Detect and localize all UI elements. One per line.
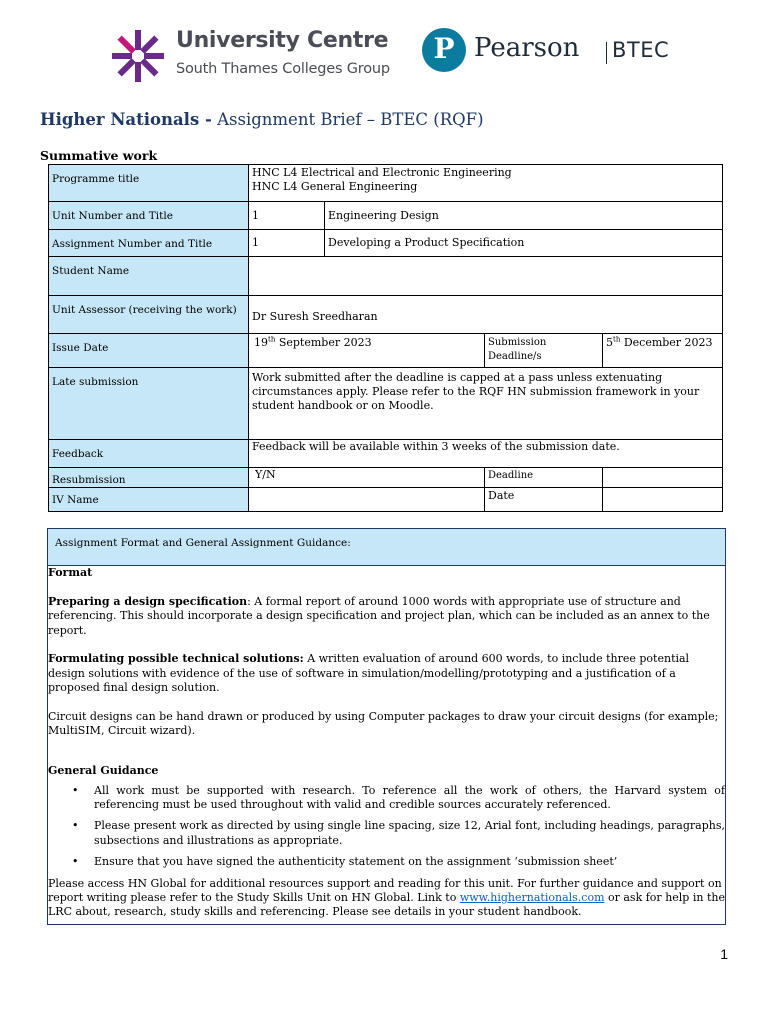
submission-deadline-value: 5th December 2023 (603, 334, 723, 368)
guidance-bullet-2: • Please present work as directed by using single line spacing, size 12, Arial font, including headings, paragraphs, subsections and illustrations as appropriate. (94, 819, 725, 848)
student-name-row (49, 257, 723, 296)
feedback-label: Feedback (49, 440, 249, 468)
issue-date-label: Issue Date (49, 334, 249, 368)
iv-date-label: Date (485, 488, 603, 512)
programme-line-1: HNC L4 Electrical and Electronic Engineering (252, 166, 512, 179)
general-guidance-heading: General Guidance (48, 764, 159, 778)
assessor-label: Unit Assessor (receiving the work) (49, 296, 249, 334)
guidance-bullet-list (48, 784, 725, 870)
guidance-header: Assignment Format and General Assignment Guidance: (48, 529, 726, 566)
logo-separator (606, 42, 607, 64)
late-submission-text: Work submitted after the deadline is capped at a pass unless extenuating circumstances apply. Please refer to the RQF HN submission framework in your student handbook or on Moodle. (249, 368, 723, 440)
iv-row (49, 488, 723, 512)
university-centre-star-icon (110, 28, 166, 84)
guidance-header-row (48, 529, 726, 566)
iv-name-field[interactable] (249, 488, 485, 512)
resubmission-deadline-field[interactable] (603, 468, 723, 488)
programme-title-label: Programme title (49, 165, 249, 202)
programme-row (49, 165, 723, 202)
late-submission-row (49, 368, 723, 440)
highernationals-link[interactable]: www.highernationals.com (459, 891, 605, 905)
university-centre-subtitle: South Thames Colleges Group (176, 61, 390, 77)
design-spec-paragraph: Preparing a design specification: A formal report of around 1000 words with appropriate use of structure and referencing. This should incorporate a design specification and project plan, which can be included as an annex to the report. (48, 594, 710, 637)
feedback-text: Feedback will be available within 3 weeks of the submission date. (249, 440, 723, 468)
guidance-table (47, 528, 726, 925)
format-heading: Format (48, 566, 93, 579)
pearson-btec-logo (422, 28, 670, 76)
assignment-title: Developing a Product Specification (325, 230, 723, 257)
title-rest: Assignment Brief – BTEC (RQF) (211, 110, 484, 129)
guidance-body (48, 566, 726, 925)
issue-date-row (49, 334, 723, 368)
assignment-row (49, 230, 723, 257)
unit-label: Unit Number and Title (49, 202, 249, 230)
programme-title-value (249, 165, 723, 202)
resubmission-deadline-label: Deadline (485, 468, 603, 488)
guidance-bullet-3: • Ensure that you have signed the authenticity statement on the assignment ‘submission sheet’ (94, 855, 725, 869)
issue-date-value: 19th September 2023 (249, 334, 485, 368)
guidance-bullet-1: • All work must be supported with research. To reference all the work of others, the Harvard system of referencing must be used throughout with valid and credible sources accurately referenced. (94, 784, 725, 813)
unit-number: 1 (249, 202, 325, 230)
student-name-label: Student Name (49, 257, 249, 296)
document-title (40, 110, 484, 129)
title-bold: Higher Nationals - (40, 110, 212, 129)
iv-date-field[interactable] (603, 488, 723, 512)
feedback-row (49, 440, 723, 468)
university-centre-logo (110, 28, 400, 84)
programme-line-2: HNC L4 General Engineering (252, 180, 418, 193)
circuit-designs-paragraph: Circuit designs can be hand drawn or produced by using Computer packages to draw your circuit designs (for example; MultiSIM, Circuit wizard). (48, 710, 719, 738)
assessor-value: Dr Suresh Sreedharan (249, 296, 723, 334)
resubmission-row (49, 468, 723, 488)
assignment-label: Assignment Number and Title (49, 230, 249, 257)
guidance-body-row (48, 566, 726, 925)
assignment-number: 1 (249, 230, 325, 257)
section-heading: Summative work (40, 148, 158, 163)
unit-title: Engineering Design (325, 202, 723, 230)
resubmission-value: Y/N (249, 468, 485, 488)
late-submission-label: Late submission (49, 368, 249, 440)
pearson-p-icon: P (422, 28, 466, 72)
unit-row (49, 202, 723, 230)
technical-solutions-paragraph: Formulating possible technical solutions: A written evaluation of around 600 words, to include three potential design solutions with evidence of the use of software in simulation/modelling/prototyping and a justification of a proposed final design solution. (48, 652, 690, 695)
pearson-name: Pearson (474, 33, 580, 63)
page-number: 1 (720, 946, 728, 962)
student-name-field[interactable] (249, 257, 723, 296)
submission-deadline-label: Submission Deadline/s (485, 334, 603, 368)
resubmission-label: Resubmission (49, 468, 249, 488)
closing-paragraph: Please access HN Global for additional resources support and reading for this unit. For further guidance and support on report writing please refer to the Study Skills Unit on HN Global. Link to www.highernationals.com or ask for help in the LRC about, research, study skills and referencing. Please see details in your student handbook. (48, 876, 725, 919)
iv-name-label: IV Name (49, 488, 249, 512)
assignment-info-table (48, 164, 723, 512)
btec-name: BTEC (612, 38, 670, 62)
university-centre-name: University Centre (176, 28, 389, 53)
assessor-row (49, 296, 723, 334)
